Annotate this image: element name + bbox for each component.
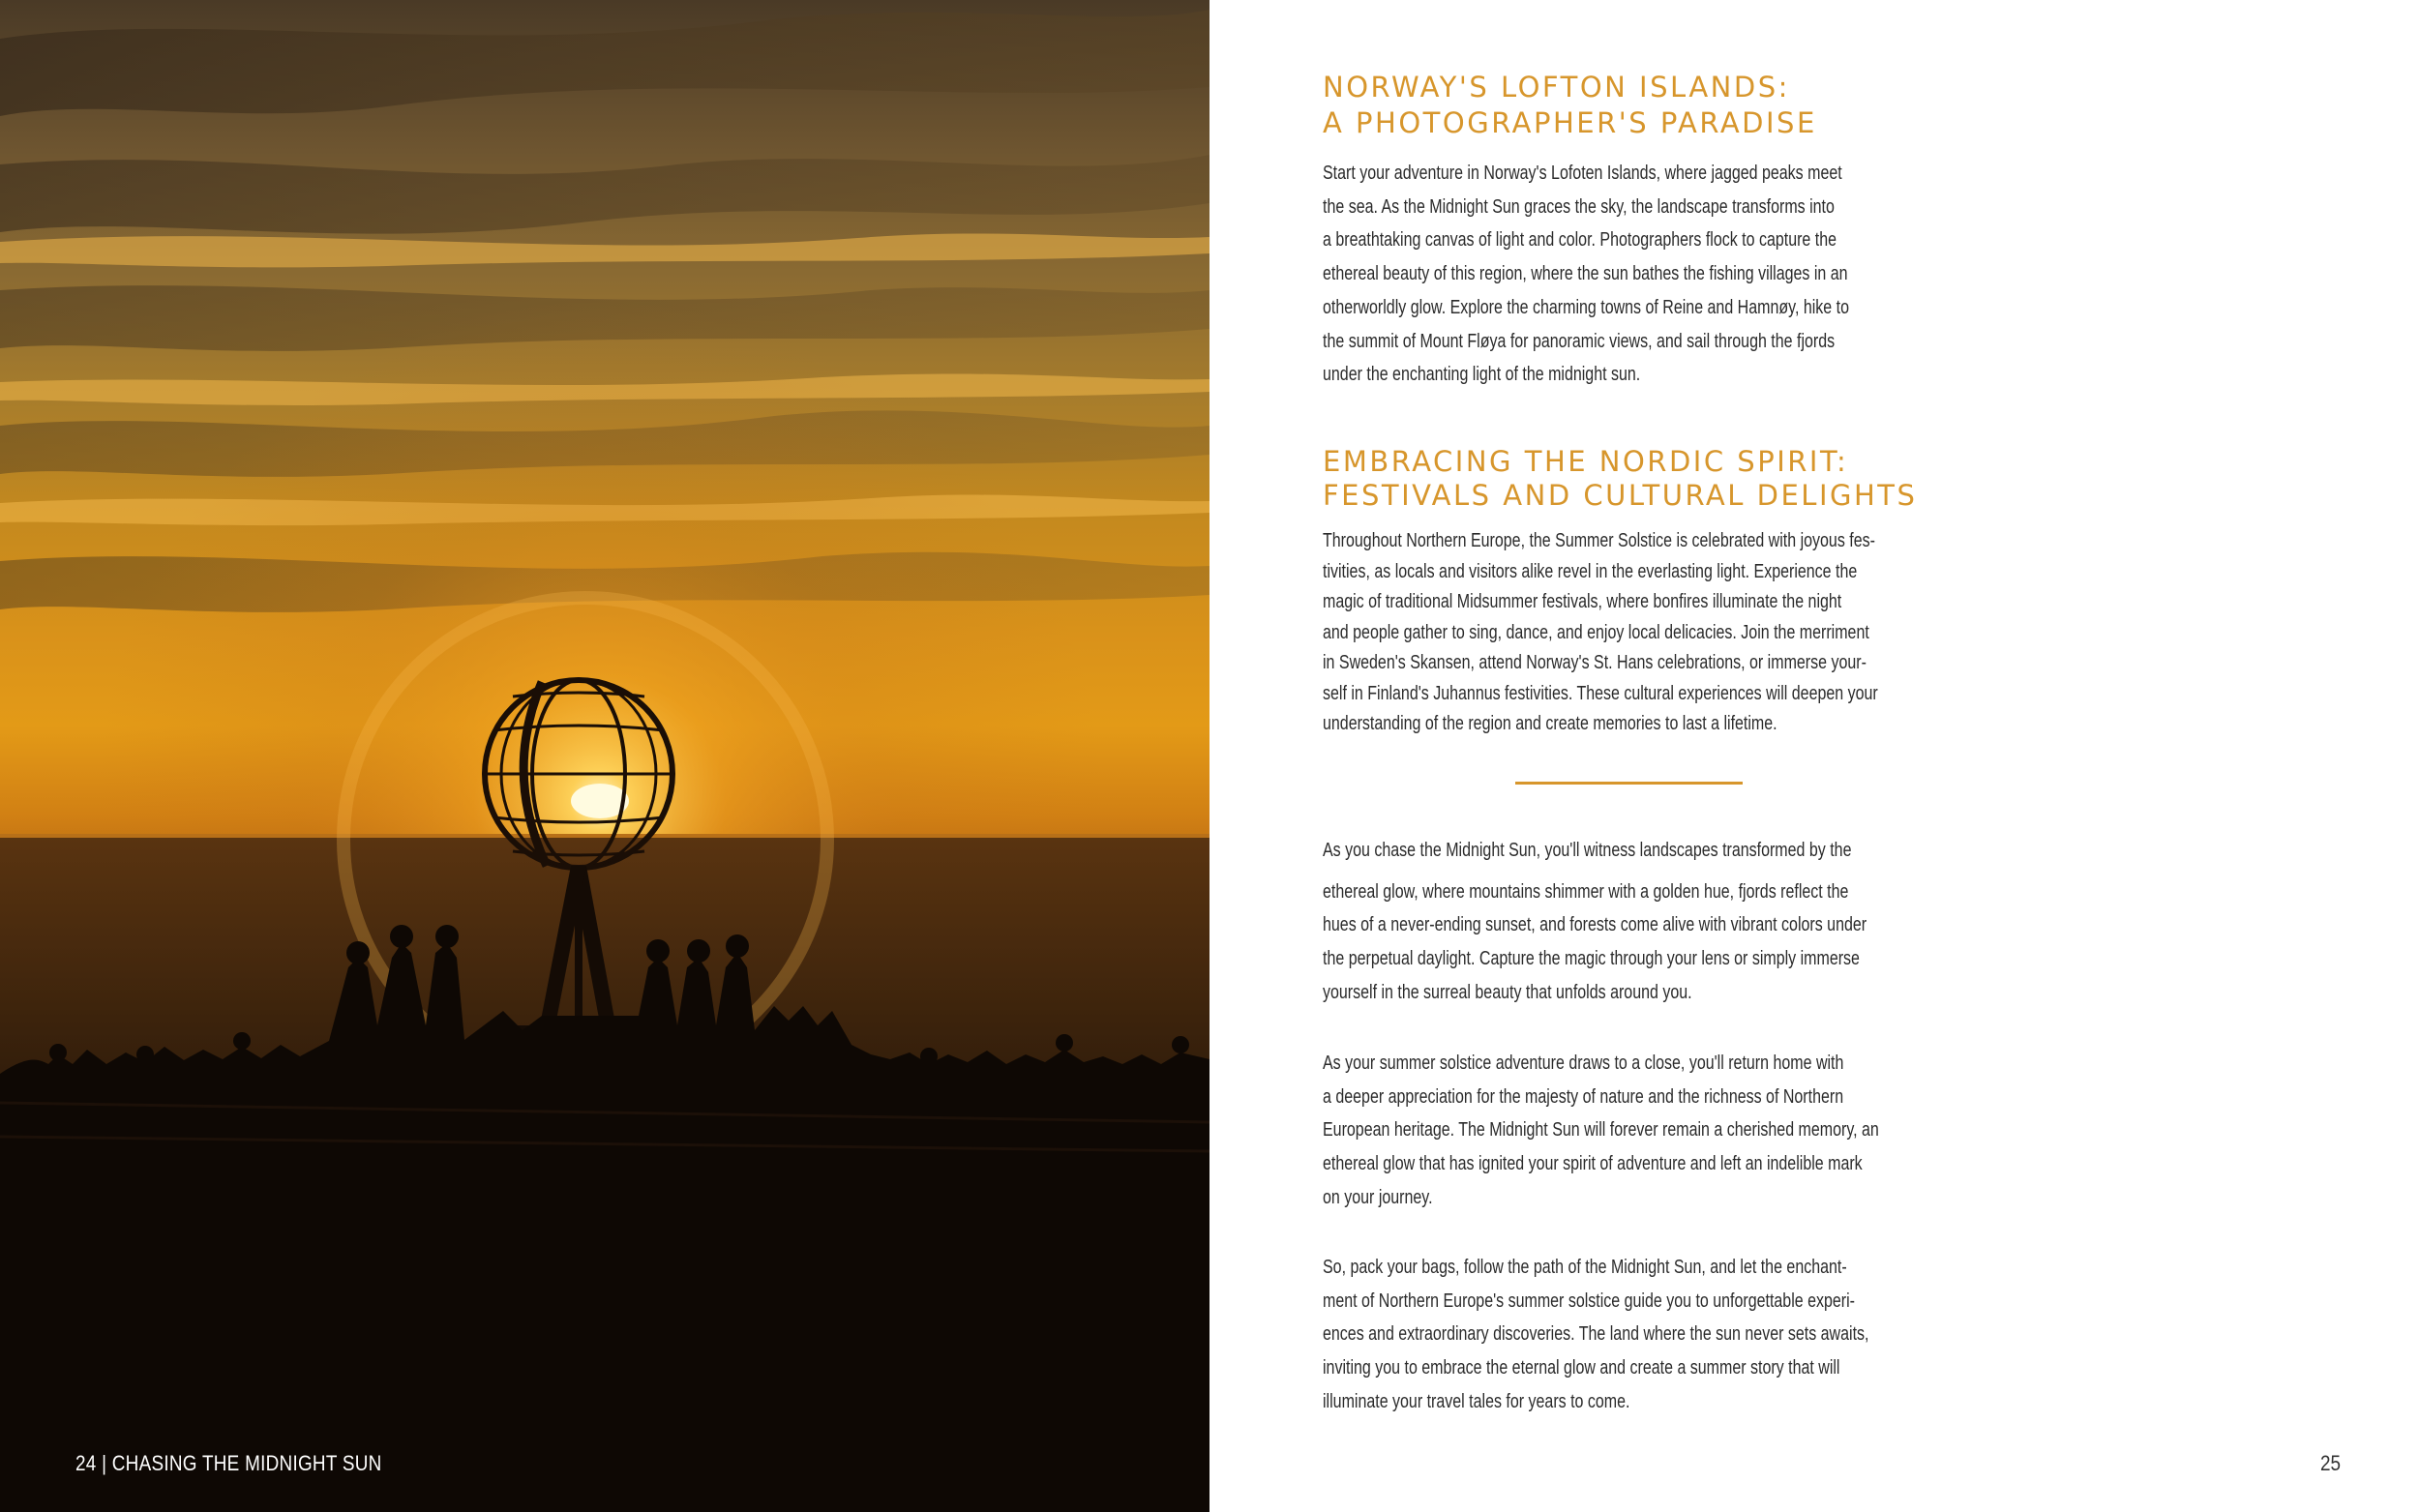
body-line: ethereal glow that has ignited your spirit of adventure and left an indelible mark [1323, 1153, 1863, 1175]
body-line: a breathtaking canvas of light and color. Photographers flock to capture the [1323, 229, 1837, 252]
heading-line: FESTIVALS AND CULTURAL DELIGHTS [1323, 478, 1918, 512]
body-line: Start your adventure in Norway's Lofoten Islands, where jagged peaks meet [1323, 163, 1842, 184]
body-line: a deeper appreciation for the majesty of nature and the richness of Northern [1323, 1085, 1844, 1108]
body-line: under the enchanting light of the midnight sun. [1323, 364, 1641, 386]
body-line: As your summer solstice adventure draws to a close, you'll return home with [1323, 1052, 1844, 1074]
paragraph-1 [1323, 834, 1942, 1010]
heading-line: A PHOTOGRAPHER'S PARADISE [1323, 105, 1817, 139]
body-line: yourself in the surreal beauty that unfolds around you. [1323, 981, 1692, 1003]
section2-heading [1323, 445, 2058, 513]
body-line: on your journey. [1323, 1186, 1433, 1208]
body-line: ethereal beauty of this region, where the sun bathes the fishing villages in an [1323, 263, 1848, 285]
section-divider [1515, 782, 1743, 785]
body-line: illuminate your travel tales for years to come. [1323, 1390, 1630, 1412]
body-line: Throughout Northern Europe, the Summer Solstice is celebrated with joyous fes- [1323, 530, 1875, 551]
body-line: hues of a never-ending sunset, and forests come alive with vibrant colors under [1323, 914, 1867, 936]
body-line: the sea. As the Midnight Sun graces the sky, the landscape transforms into [1323, 195, 1835, 218]
body-line: As you chase the Midnight Sun, you'll witness landscapes transformed by the [1323, 840, 1852, 861]
body-line: otherworldly glow. Explore the charming towns of Reine and Hamnøy, hike to [1323, 296, 1849, 318]
section1-heading [1323, 70, 2058, 140]
body-line: the perpetual daylight. Capture the magic through your lens or simply immerse [1323, 948, 1860, 970]
body-line: inviting you to embrace the eternal glow and create a summer story that will [1323, 1357, 1840, 1379]
body-line: in Sweden's Skansen, attend Norway's St. Hans celebrations, or immerse your- [1323, 652, 1867, 673]
body-line: tivities, as locals and visitors alike revel in the everlasting light. Experience the [1323, 560, 1858, 582]
body-line: So, pack your bags, follow the path of the Midnight Sun, and let the enchant- [1323, 1257, 1847, 1278]
paragraph-3 [1323, 1251, 1942, 1419]
body-line: ethereal glow, where mountains shimmer with a golden hue, fjords reflect the [1323, 880, 1849, 903]
body-line: European heritage. The Midnight Sun will forever remain a cherished memory, an [1323, 1119, 1879, 1141]
body-line: and people gather to sing, dance, and enjoy local delicacies. Join the merriment [1323, 621, 1869, 643]
heading-line: EMBRACING THE NORDIC SPIRIT: [1323, 445, 1849, 478]
body-line: magic of traditional Midsummer festivals, where bonfires illuminate the night [1323, 591, 1842, 612]
body-line: understanding of the region and create memories to last a lifetime. [1323, 713, 1777, 734]
body-line: the summit of Mount Fløya for panoramic views, and sail through the fjords [1323, 330, 1836, 352]
section2-body [1323, 526, 1942, 740]
section1-body [1323, 157, 1942, 392]
right-page [1210, 0, 2419, 1512]
heading-line: NORWAY'S LOFTON ISLANDS: [1323, 71, 1790, 104]
body-line: self in Finland's Juhannus festivities. These cultural experiences will deepen your [1323, 682, 1878, 704]
body-line: ment of Northern Europe's summer solstice guide you to unforgettable experi- [1323, 1290, 1855, 1312]
paragraph-2 [1323, 1047, 1942, 1215]
body-line: ences and extraordinary discoveries. The land where the sun never sets awaits, [1323, 1323, 1869, 1346]
right-page-folio: 25 [2320, 1451, 2342, 1475]
left-page-folio: 24 | CHASING THE MIDNIGHT SUN [75, 1451, 382, 1475]
